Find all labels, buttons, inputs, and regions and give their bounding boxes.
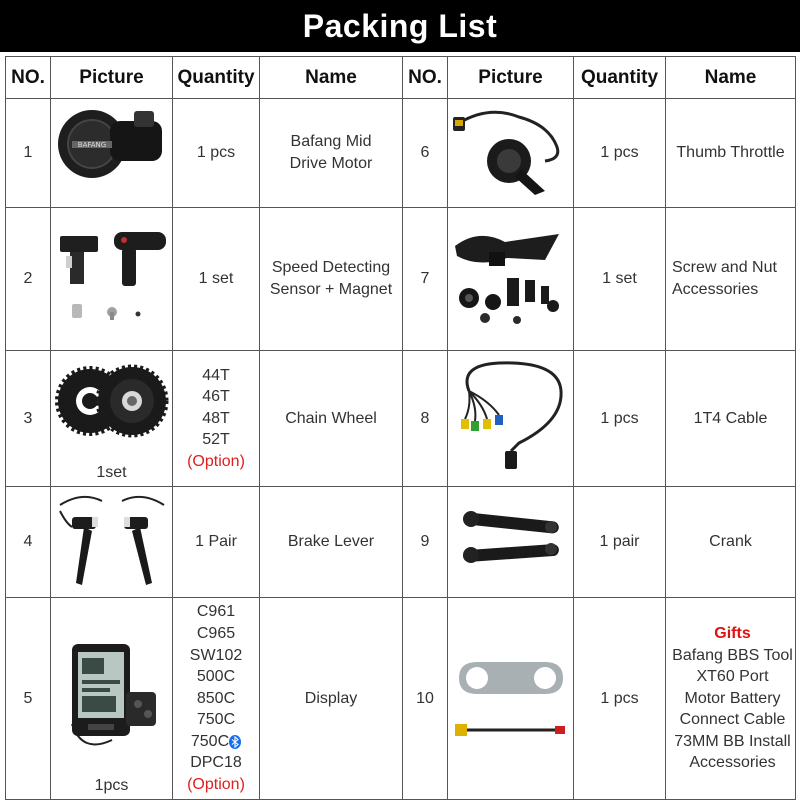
gifts-title: Gifts <box>714 624 751 642</box>
picture-caption: 1pcs <box>94 777 129 795</box>
item-qty: 1 set <box>173 208 260 351</box>
table-row <box>6 351 796 487</box>
table-header-row <box>6 57 796 99</box>
option-note: (Option) <box>187 452 245 470</box>
item-no: 5 <box>6 598 51 800</box>
picture-caption: 1set <box>96 464 127 482</box>
display-icon <box>51 598 172 799</box>
screw-nut-icon <box>448 208 573 350</box>
item-qty: 1 pcs <box>574 351 666 487</box>
item-qty: 1 Pair <box>173 487 260 598</box>
gifts-cell: Gifts Bafang BBS Tool XT60 Port Motor Battery Connect Cable 73MM BB Install Accessories <box>666 598 796 800</box>
item-qty: 44T 46T 48T 52T (Option) <box>173 351 260 487</box>
chain-wheel-icon <box>51 351 172 486</box>
page-title: Packing List <box>0 0 800 52</box>
item-no: 7 <box>403 208 448 351</box>
table-row <box>6 598 796 800</box>
thumb-throttle-icon <box>448 99 573 207</box>
item-no: 8 <box>403 351 448 487</box>
item-name: Thumb Throttle <box>666 99 796 208</box>
bbs-tool-icon <box>448 598 573 799</box>
item-qty: 1 pcs <box>574 598 666 800</box>
brake-lever-icon <box>51 487 172 597</box>
header-no: NO. <box>6 57 51 99</box>
item-name: Bafang Mid Drive Motor <box>260 99 403 208</box>
item-name: Brake Lever <box>260 487 403 598</box>
cable-icon <box>448 351 573 486</box>
header-name-2: Name <box>666 57 796 99</box>
item-no: 6 <box>403 99 448 208</box>
item-name: Display <box>260 598 403 800</box>
item-qty: 1 pair <box>574 487 666 598</box>
mid-drive-motor-icon <box>51 99 172 207</box>
item-no: 1 <box>6 99 51 208</box>
table-row <box>6 208 796 351</box>
packing-list-table <box>5 56 796 800</box>
header-name: Name <box>260 57 403 99</box>
item-no: 4 <box>6 487 51 598</box>
item-no: 3 <box>6 351 51 487</box>
item-name: Screw and Nut Accessories <box>666 208 796 351</box>
crank-icon <box>448 487 573 597</box>
item-name: Chain Wheel <box>260 351 403 487</box>
item-no: 2 <box>6 208 51 351</box>
item-name: Speed Detecting Sensor + Magnet <box>260 208 403 351</box>
item-no: 10 <box>403 598 448 800</box>
header-no-2: NO. <box>403 57 448 99</box>
header-quantity: Quantity <box>173 57 260 99</box>
option-note: (Option) <box>187 776 245 794</box>
logo-text: BAFANG <box>77 141 106 149</box>
table-row <box>6 487 796 598</box>
header-picture: Picture <box>51 57 173 99</box>
speed-sensor-icon <box>51 208 172 350</box>
item-qty: C961 C965 SW102 500C 850C 750C 750C DPC18 (Option) <box>173 598 260 800</box>
item-qty: 1 pcs <box>173 99 260 208</box>
table-row <box>6 99 796 208</box>
item-name: Crank <box>666 487 796 598</box>
item-name: 1T4 Cable <box>666 351 796 487</box>
item-qty: 1 pcs <box>574 99 666 208</box>
header-picture-2: Picture <box>448 57 574 99</box>
bluetooth-icon <box>229 735 241 749</box>
header-quantity-2: Quantity <box>574 57 666 99</box>
item-no: 9 <box>403 487 448 598</box>
item-qty: 1 set <box>574 208 666 351</box>
